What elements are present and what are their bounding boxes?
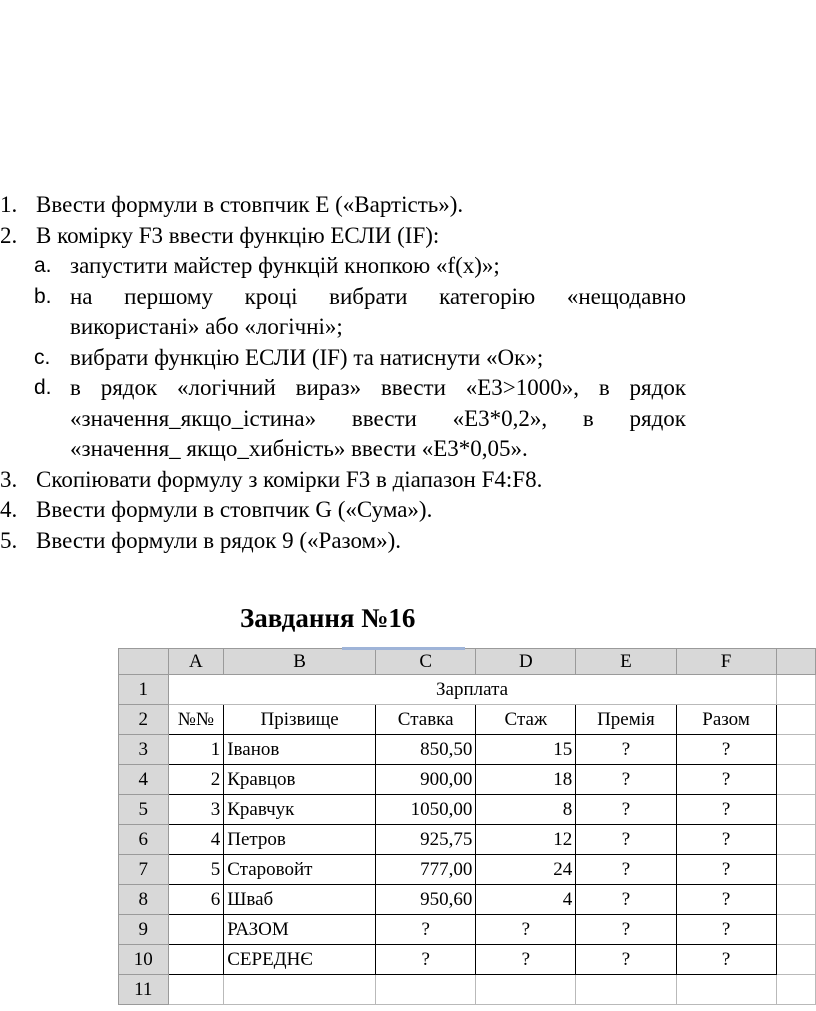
cell[interactable]: Старовойт	[224, 855, 376, 885]
sub-item-letter: b.	[34, 284, 52, 308]
row-header[interactable]: 4	[119, 765, 169, 795]
sub-item-text: «значення_якщо_істина» ввести «Е3*0,2», в рядок	[70, 405, 686, 431]
cell[interactable]	[376, 975, 476, 1005]
table-header-row	[119, 705, 816, 735]
cell[interactable]	[168, 945, 224, 975]
cell[interactable]: 24	[476, 855, 576, 885]
column-header-f[interactable]: F	[676, 649, 776, 675]
instruction-list	[0, 190, 816, 556]
cell[interactable]	[676, 975, 776, 1005]
sub-item-text: на першому кроці вибрати категорію «нещодавно	[70, 283, 686, 309]
cell[interactable]: ?	[576, 885, 676, 915]
instruction-item	[0, 526, 816, 557]
sub-item-continuation	[0, 434, 816, 465]
cell[interactable]: 925,75	[376, 825, 476, 855]
cell[interactable]: ?	[576, 765, 676, 795]
row-header[interactable]: 11	[119, 975, 169, 1005]
summary-label[interactable]: СЕРЕДНЄ	[224, 945, 376, 975]
cell[interactable]	[776, 675, 815, 705]
table-row	[119, 765, 816, 795]
cell[interactable]: 8	[476, 795, 576, 825]
item-text: Скопіювати формулу з комірки F3 в діапазон F4:F8.	[36, 466, 543, 492]
instruction-item	[0, 465, 816, 496]
cell[interactable]	[776, 885, 815, 915]
cell[interactable]: 777,00	[376, 855, 476, 885]
column-header-g[interactable]	[776, 649, 815, 675]
cell[interactable]: 1	[168, 735, 224, 765]
row-header[interactable]: 7	[119, 855, 169, 885]
sub-item	[0, 282, 816, 313]
cell[interactable]	[224, 975, 376, 1005]
sub-item-continuation	[0, 404, 816, 435]
summary-label[interactable]: РАЗОМ	[224, 915, 376, 945]
item-text: Ввести формули в стовпчик G («Сума»).	[36, 497, 433, 522]
cell[interactable]: ?	[676, 915, 776, 945]
cell[interactable]: ?	[576, 855, 676, 885]
header-cell[interactable]: Стаж	[476, 705, 576, 735]
cell[interactable]: 900,00	[376, 765, 476, 795]
cell[interactable]	[776, 795, 815, 825]
cell[interactable]: Кравцов	[224, 765, 376, 795]
sub-item	[0, 251, 816, 282]
spreadsheet	[118, 648, 816, 1011]
cell[interactable]: Іванов	[224, 735, 376, 765]
sheet-title-cell[interactable]: Зарплата	[168, 675, 776, 705]
cell[interactable]	[776, 915, 815, 945]
cell[interactable]: ?	[576, 825, 676, 855]
table-row	[119, 795, 816, 825]
header-cell[interactable]: №№	[168, 705, 224, 735]
cell[interactable]: ?	[376, 945, 476, 975]
cell[interactable]	[168, 915, 224, 945]
cell[interactable]: ?	[676, 885, 776, 915]
sub-item-text: вибрати функцію ЕСЛИ (IF) та натиснути «Ок»;	[70, 344, 544, 370]
item-number: 1.	[0, 192, 18, 217]
cell[interactable]	[168, 975, 224, 1005]
item-number: 4.	[0, 497, 18, 522]
cell[interactable]: ?	[676, 825, 776, 855]
cell[interactable]: Кравчук	[224, 795, 376, 825]
cell[interactable]: Петров	[224, 825, 376, 855]
row-header[interactable]: 5	[119, 795, 169, 825]
cell[interactable]: ?	[476, 915, 576, 945]
sub-item-text: «значення_ якщо_хибність» ввести «Е3*0,05».	[70, 436, 528, 461]
row-header[interactable]: 10	[119, 945, 169, 975]
row-header[interactable]: 1	[119, 675, 169, 705]
cell[interactable]: 18	[476, 765, 576, 795]
cell[interactable]: ?	[676, 855, 776, 885]
cell[interactable]: ?	[676, 795, 776, 825]
table-row	[119, 855, 816, 885]
item-text: Ввести формули в стовпчик Е («Вартість»).	[36, 192, 464, 217]
item-text: В комірку F3 ввести функцію ЕСЛИ (IF):	[36, 222, 440, 248]
cell[interactable]: 4	[168, 825, 224, 855]
cell[interactable]: 15	[476, 735, 576, 765]
cell[interactable]: Шваб	[224, 885, 376, 915]
column-header-e[interactable]: E	[576, 649, 676, 675]
table-row	[119, 975, 816, 1005]
item-number: 2.	[0, 222, 18, 248]
cell[interactable]: 1050,00	[376, 795, 476, 825]
selection-accent	[342, 647, 465, 650]
corner-cell[interactable]	[119, 649, 169, 675]
instruction-item	[0, 190, 816, 221]
header-cell[interactable]: Прізвище	[224, 705, 376, 735]
column-header-row	[119, 649, 816, 675]
cell[interactable]: ?	[476, 945, 576, 975]
cell[interactable]	[776, 825, 815, 855]
task-title: Завдання №16	[240, 603, 416, 633]
cell[interactable]: 3	[168, 795, 224, 825]
column-header-c[interactable]: C	[376, 649, 476, 675]
summary-row	[119, 945, 816, 975]
cell[interactable]	[776, 765, 815, 795]
column-header-b[interactable]: B	[224, 649, 376, 675]
row-header[interactable]: 8	[119, 885, 169, 915]
cell[interactable]: 6	[168, 885, 224, 915]
cell[interactable]: ?	[676, 945, 776, 975]
item-number: 5.	[0, 527, 18, 553]
sub-item-text: використані» або «логічні»;	[70, 314, 343, 339]
cell[interactable]	[776, 735, 815, 765]
sub-item-letter: c.	[34, 345, 51, 369]
header-cell[interactable]: Ставка	[376, 705, 476, 735]
table-row	[119, 675, 816, 705]
cell[interactable]: ?	[576, 915, 676, 945]
cell[interactable]	[576, 975, 676, 1005]
summary-row	[119, 915, 816, 945]
sub-item-text: запустити майстер функцій кнопкою «f(x)»;	[70, 253, 500, 278]
sub-item-text: в рядок «логічний вираз» ввести «Е3>1000», в рядок	[70, 375, 686, 400]
cell[interactable]: 12	[476, 825, 576, 855]
sub-item	[0, 373, 816, 404]
cell[interactable]	[776, 975, 815, 1005]
spreadsheet-grid	[118, 648, 816, 1005]
cell[interactable]: ?	[376, 915, 476, 945]
table-row	[119, 825, 816, 855]
instruction-item	[0, 495, 816, 526]
cell[interactable]	[476, 975, 576, 1005]
cell[interactable]: 850,50	[376, 735, 476, 765]
header-cell[interactable]: Премія	[576, 705, 676, 735]
sub-item-continuation	[0, 312, 816, 343]
header-cell[interactable]: Разом	[676, 705, 776, 735]
column-header-a[interactable]: A	[168, 649, 224, 675]
instruction-item	[0, 221, 816, 252]
table-row	[119, 885, 816, 915]
cell[interactable]: 4	[476, 885, 576, 915]
column-header-d[interactable]: D	[476, 649, 576, 675]
table-row	[119, 735, 816, 765]
row-header[interactable]: 2	[119, 705, 169, 735]
cell[interactable]: 2	[168, 765, 224, 795]
row-header[interactable]: 3	[119, 735, 169, 765]
sub-item-letter: a.	[34, 254, 52, 277]
sub-item	[0, 343, 816, 374]
cell[interactable]: 950,60	[376, 885, 476, 915]
cell[interactable]: ?	[576, 795, 676, 825]
row-header[interactable]: 9	[119, 915, 169, 945]
item-number: 3.	[0, 466, 18, 492]
cell[interactable]: 5	[168, 855, 224, 885]
cell[interactable]	[776, 705, 815, 735]
cell[interactable]	[776, 945, 815, 975]
item-text: Ввести формули в рядок 9 («Разом»).	[36, 527, 402, 553]
cell[interactable]: ?	[676, 765, 776, 795]
sub-item-letter: d.	[34, 376, 52, 399]
cell[interactable]	[776, 855, 815, 885]
cell[interactable]: ?	[576, 735, 676, 765]
cell[interactable]: ?	[676, 735, 776, 765]
row-header[interactable]: 6	[119, 825, 169, 855]
cell[interactable]: ?	[576, 945, 676, 975]
